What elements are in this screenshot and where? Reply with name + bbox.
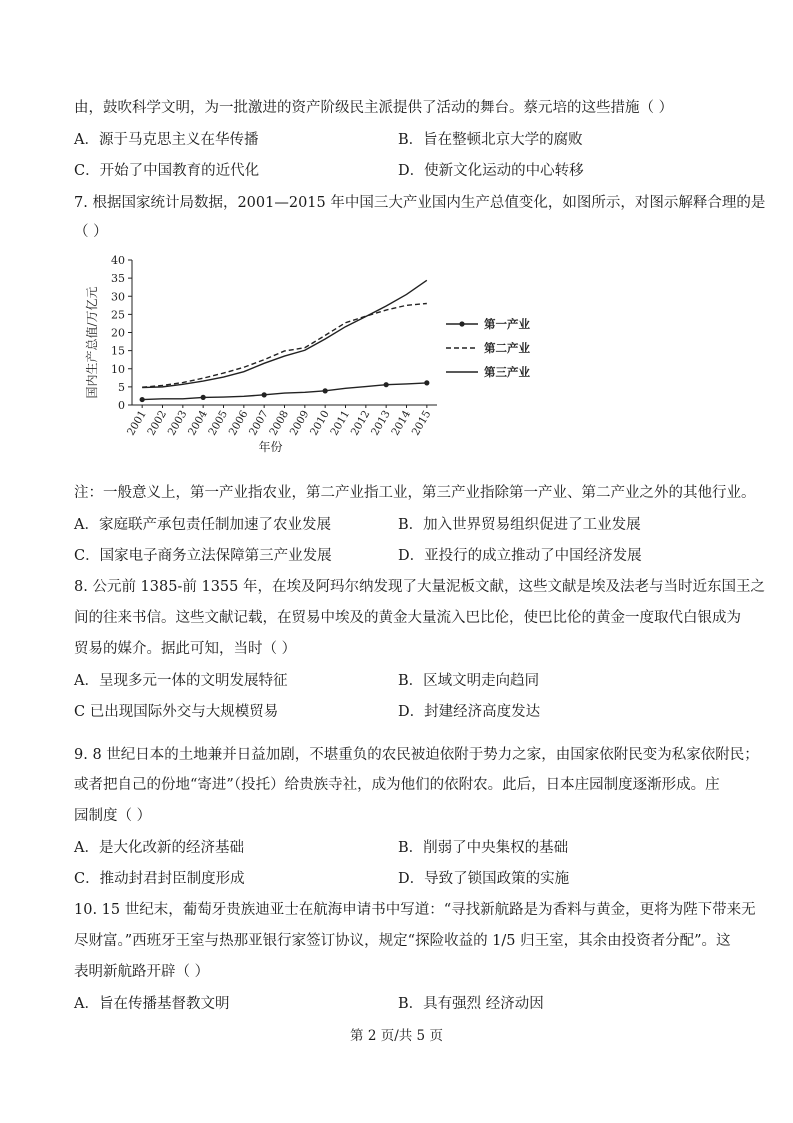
x-tick-label: 2006 [226,408,251,438]
q8-stem-line2: 间的往来书信。这些文献记载，在贸易中埃及的黄金大量流入巴比伦，使巴比伦的黄金一度取代白银成为 [74,610,741,626]
q9-stem-line3: 园制度（ ） [74,808,152,824]
series-1-marker [424,380,429,385]
q10-option-b: B．具有强烈 经济动因 [398,996,544,1012]
x-tick-label: 2015 [409,408,434,438]
x-tick-label: 2001 [125,408,149,438]
q9-stem-line2: 或者把自己的份地“寄进”（投托）给贵族寺社，成为他们的依附农。此后，日本庄园制度逐渐形成。庄 [74,777,720,793]
series-line-2 [142,304,427,388]
x-tick-label: 2014 [389,408,414,438]
x-tick-label: 2007 [247,408,271,438]
q8-option-b: B．区域文明走向趋同 [398,673,540,689]
legend-label-3: 第三产业 [484,365,530,379]
legend-label-2: 第二产业 [484,341,530,355]
gdp-line-chart [84,248,544,463]
x-tick-label: 2011 [328,408,353,438]
x-tick-label: 2012 [348,408,373,438]
page-footer: 第 2 页/共 5 页 [350,1028,443,1044]
q10-stem-line2: 尽财富。”西班牙王室与热那亚银行家签订协议，规定“探险收益的 1/5 归王室，其余由投资者分配”。这 [74,933,731,949]
q9-option-a: A．是大化改新的经济基础 [74,840,244,856]
q10-stem-line3: 表明新航路开辟（ ） [74,964,210,980]
legend-marker [459,321,464,326]
x-tick-label: 2005 [206,408,231,438]
legend-label-1: 第一产业 [484,317,530,331]
y-tick-label: 20 [111,326,125,340]
x-tick-label: 2002 [145,408,170,438]
q8-option-d: D．封建经济高度发达 [398,704,541,720]
x-tick-label: 2003 [165,408,190,438]
x-tick-label: 2008 [267,408,292,438]
q9-option-d: D．导致了锁国政策的实施 [398,871,570,887]
y-tick-label: 30 [111,290,125,304]
x-tick-label: 2009 [287,408,312,438]
q7-stem-line1: 7. 根据国家统计局数据，2001—2015 年中国三大产业国内生产总值变化，如图所示，对图示解释合理的是 [74,195,766,211]
q10-option-a: A．旨在传播基督教文明 [74,996,230,1012]
q7-option-d: D．亚投行的成立推动了中国经济发展 [398,548,642,564]
y-tick-label: 35 [111,272,125,286]
q8-stem-line3: 贸易的媒介。据此可知，当时（ ） [74,641,297,657]
q8-option-c: C 已出现国际外交与大规模贸易 [74,704,279,720]
series-1-marker [201,395,206,400]
q7-option-b: B．加入世界贸易组织促进了工业发展 [398,517,641,533]
y-tick-label: 10 [111,362,125,376]
q9-option-c: C．推动封君封臣制度形成 [74,871,245,887]
q6-option-d: D．使新文化运动的中心转移 [398,163,584,179]
q9-option-b: B．削弱了中央集权的基础 [398,840,569,856]
q7-option-a: A．家庭联产承包责任制加速了农业发展 [74,517,331,533]
q7-stem-line2: （ ） [74,224,108,240]
q6-option-c: C．开始了中国教育的近代化 [74,163,260,179]
series-1-marker [384,382,389,387]
y-tick-label: 40 [111,254,125,267]
y-axis-title: 国内生产总值/万亿元 [85,286,99,399]
series-line-3 [142,280,427,387]
q8-stem-line1: 8. 公元前 1385-前 1355 年，在埃及阿玛尔纳发现了大量泥板文献，这些文献是埃及法老与当时近东国王之 [74,579,765,595]
q6-option-b: B．旨在整顿北京大学的腐败 [398,132,583,148]
q6-option-a: A．源于马克思主义在华传播 [74,132,259,148]
x-tick-label: 2004 [186,408,210,438]
q6-stem-tail: 由，鼓吹科学文明，为一批激进的资产阶级民主派提供了活动的舞台。蔡元培的这些措施（ ） [74,100,674,116]
q8-option-a: A．呈现多元一体的文明发展特征 [74,673,288,689]
series-1-marker [262,392,267,397]
q10-stem-line1: 10. 15 世纪末，葡萄牙贵族迪亚士在航海申请书中写道：“寻找新航路是为香料与黄金，更将为陛下带来无 [74,902,756,918]
q9-stem-line1: 9. 8 世纪日本的土地兼并日益加剧，不堪重负的农民被迫依附于势力之家，由国家依附民变为私家依附民； [74,747,759,763]
y-tick-label: 5 [118,380,125,394]
series-1-marker [323,388,328,393]
x-tick-label: 2010 [308,408,332,438]
q7-note: 注：一般意义上，第一产业指农业，第二产业指工业，第三产业指除第一产业、第二产业之外的其他行业。 [74,485,756,501]
y-tick-label: 15 [111,344,125,358]
y-tick-label: 0 [118,399,125,412]
x-tick-label: 2013 [369,408,393,438]
q7-option-c: C．国家电子商务立法保障第三产业发展 [74,548,332,564]
y-tick-label: 25 [111,308,125,322]
series-1-marker [140,397,145,402]
x-axis-title: 年份 [258,440,283,454]
